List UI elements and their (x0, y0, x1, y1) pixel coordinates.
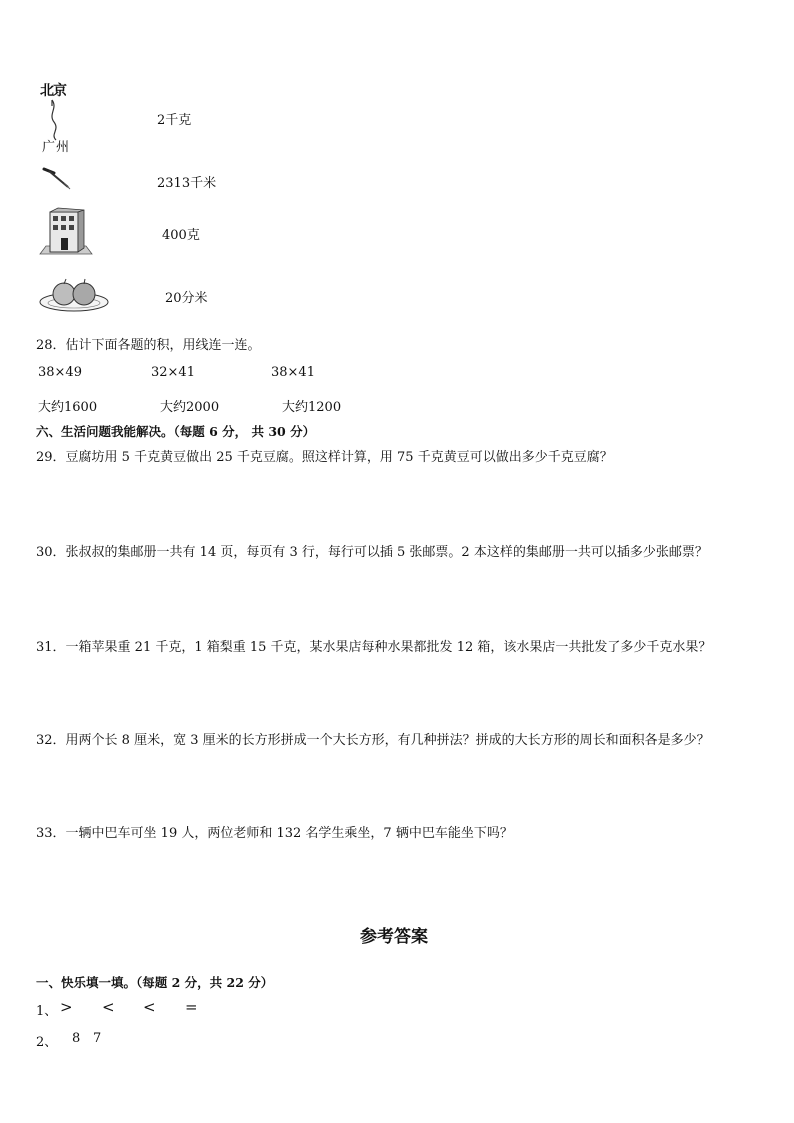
estimate-1: 大约1600 (38, 400, 98, 415)
question-33: 33．一辆中巴车可坐 19 人，两位老师和 132 名学生乘坐，7 辆中巴车能坐下吗？ (36, 826, 513, 841)
expression-2: 32×41 (151, 365, 195, 380)
answers-section-1-heading: 一、快乐填一填。（每题 2 分，共 22 分） (36, 975, 274, 990)
match-value-4: 20分米 (165, 291, 208, 306)
beijing-guangzhou-map-icon (40, 80, 84, 154)
answers-title: 参考答案 (360, 927, 428, 947)
answer-2-value: 8 (72, 1031, 81, 1046)
answer-1-symbol: < (102, 998, 115, 1016)
question-29: 29．豆腐坊用 5 千克黄豆做出 25 千克豆腐。照这样计算，用 75 千克黄豆可以做出多少千克豆腐？ (36, 450, 613, 465)
answer-2-value: 7 (93, 1031, 102, 1046)
answer-1-symbol: = (185, 998, 198, 1016)
question-32: 32．用两个长 8 厘米，宽 3 厘米的长方形拼成一个大长方形，有几种拼法？拼成的大长方形的周长和面积各是多少？ (36, 733, 710, 748)
question-31: 31．一箱苹果重 21 千克，1 箱梨重 15 千克，某水果店每种水果都批发 12 箱，该水果店一共批发了多少千克水果？ (36, 640, 712, 655)
section-6-heading: 六、生活问题我能解决。（每题 6 分， 共 30 分） (36, 424, 316, 439)
estimate-3: 大约1200 (282, 400, 342, 415)
nail-icon (40, 166, 80, 190)
apples-on-plate-icon (38, 276, 110, 314)
building-icon (38, 206, 94, 256)
answer-1-symbol: < (143, 998, 156, 1016)
map-label-guangzhou: 广州 (42, 140, 71, 155)
answer-1-label: 1、 (36, 1004, 58, 1019)
answer-2-label: 2、 (36, 1035, 58, 1050)
estimate-2: 大约2000 (160, 400, 220, 415)
question-28: 28．估计下面各题的积，用线连一连。 (36, 338, 261, 353)
question-30: 30．张叔叔的集邮册一共有 14 页，每页有 3 行，每行可以插 5 张邮票。2 本这样的集邮册一共可以插多少张邮票？ (36, 545, 708, 560)
match-value-3: 400克 (162, 228, 200, 243)
match-value-2: 2313千米 (157, 176, 217, 191)
answer-1-symbol: > (60, 998, 73, 1016)
map-label-beijing: 北京 (40, 83, 66, 99)
expression-1: 38×49 (38, 365, 82, 380)
expression-3: 38×41 (271, 365, 315, 380)
match-value-1: 2千克 (157, 113, 192, 128)
